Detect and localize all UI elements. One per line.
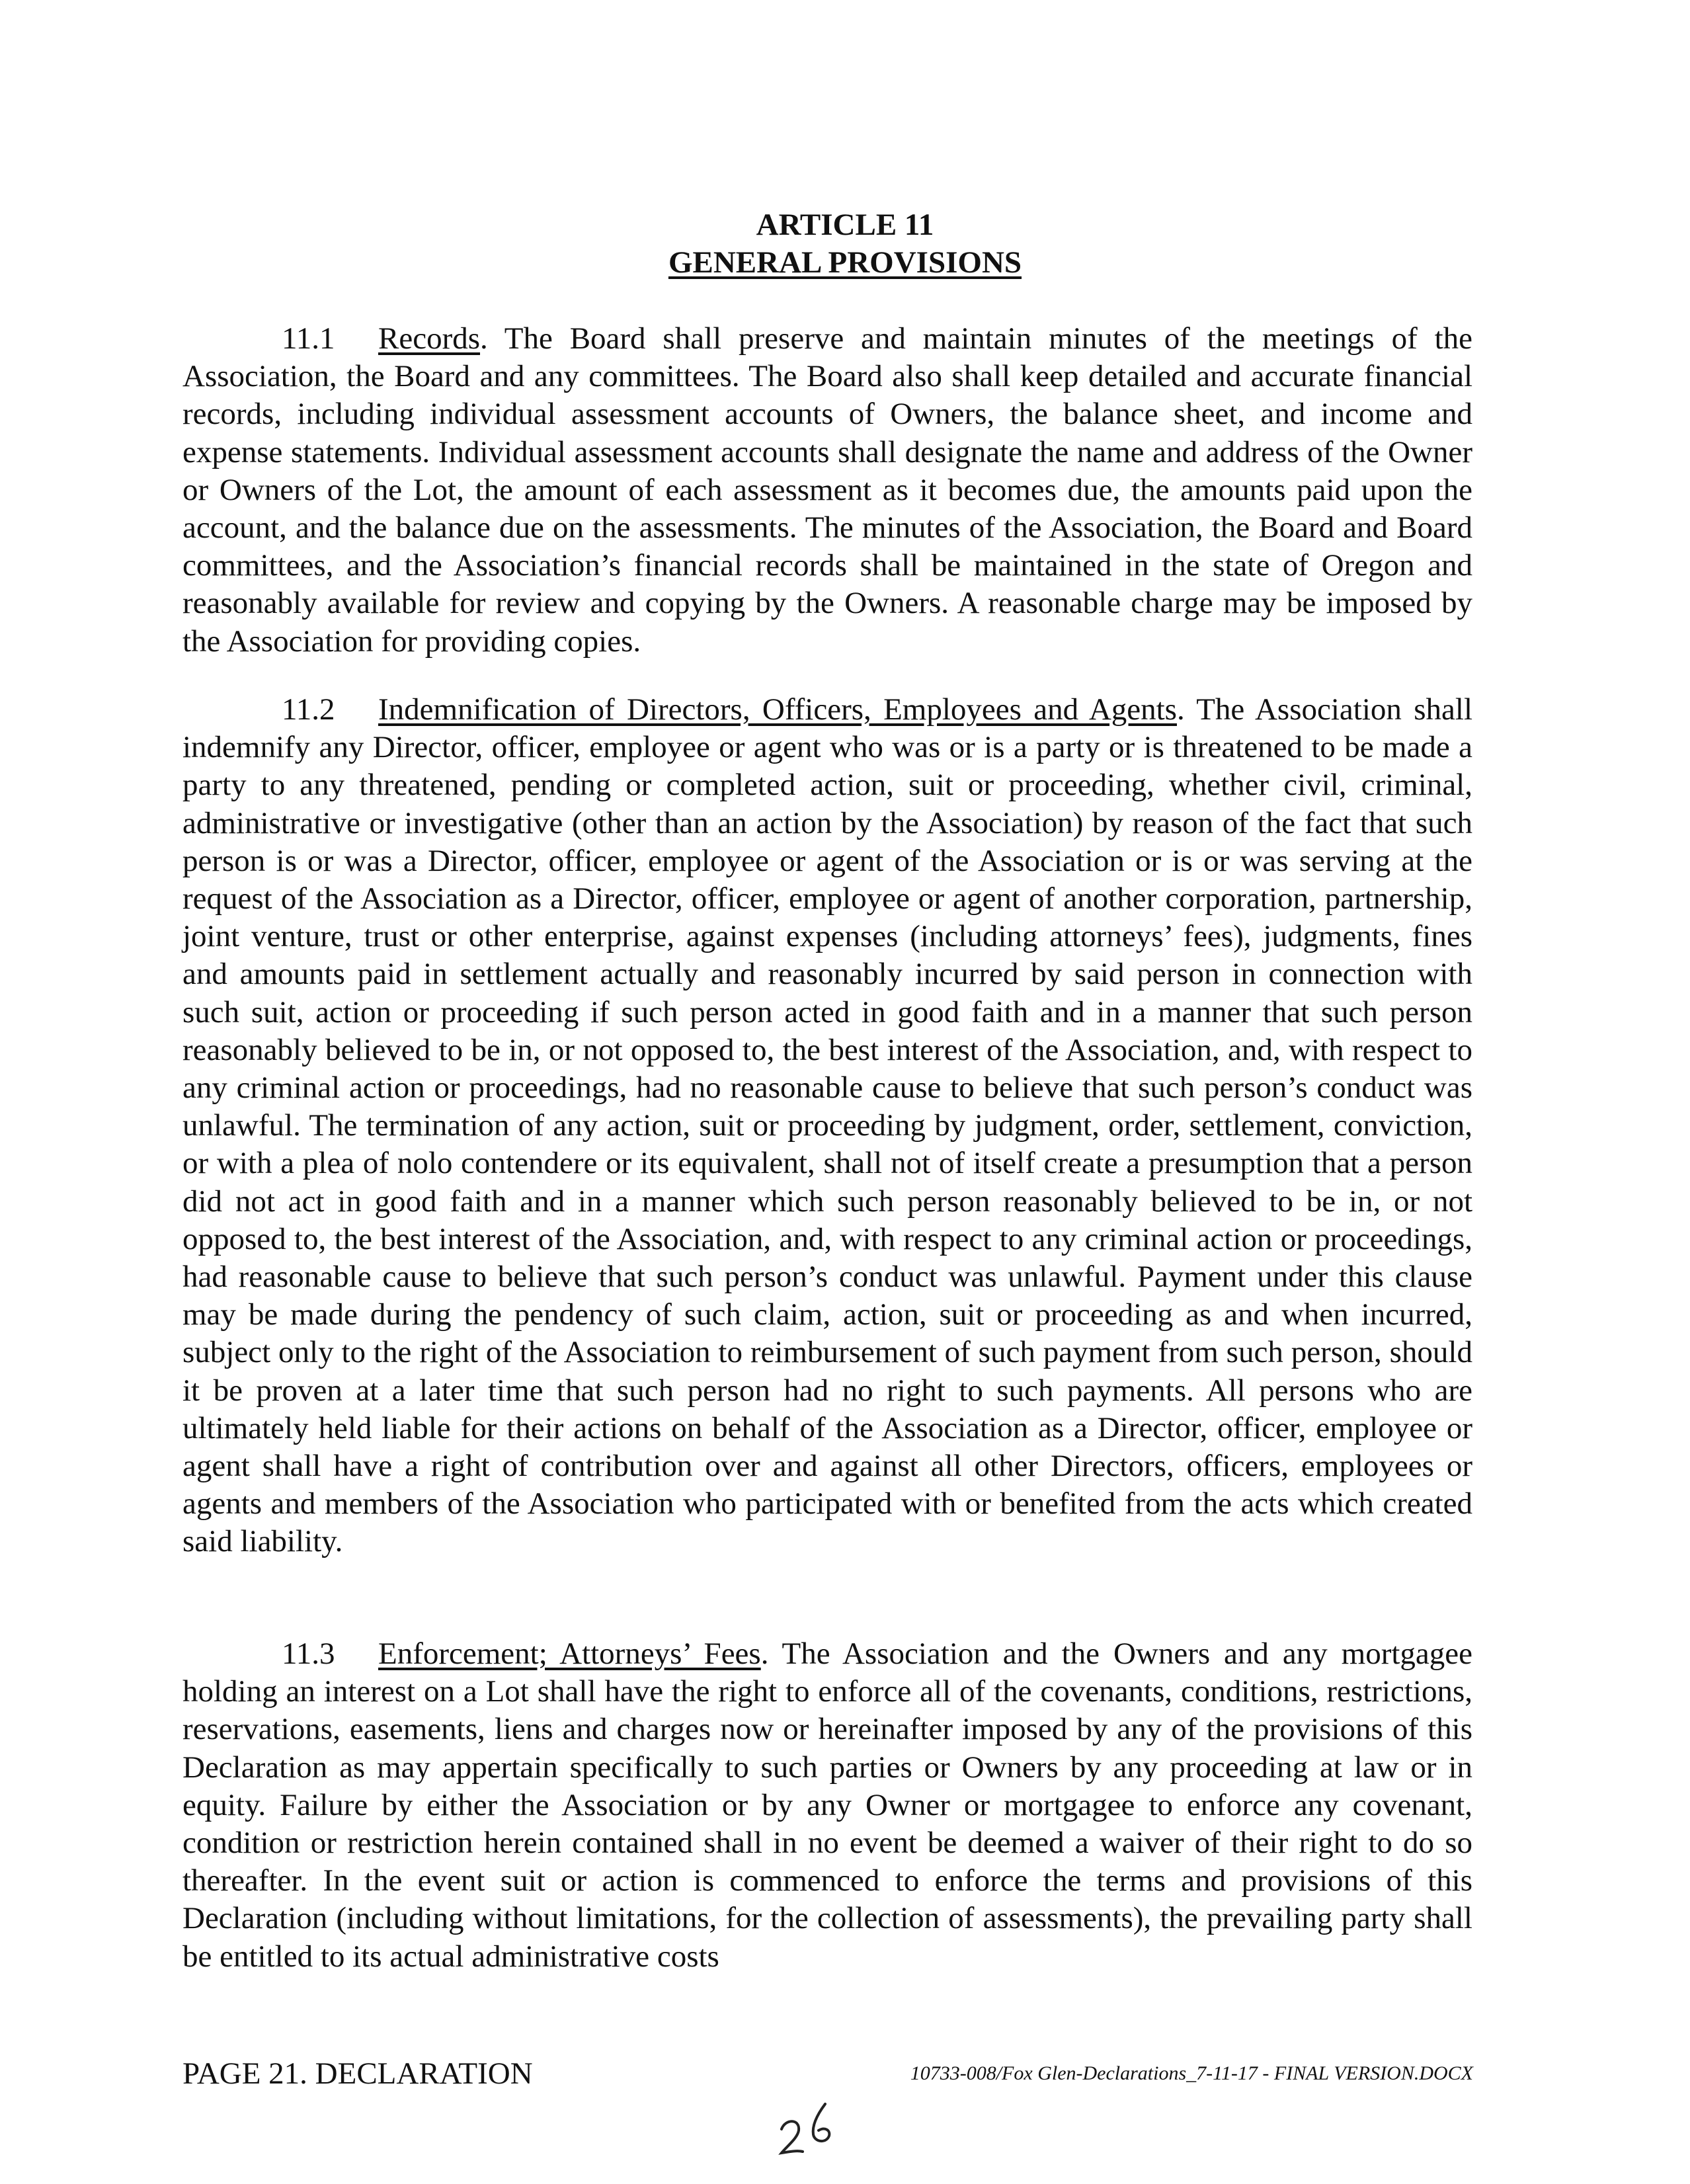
section-11-2 bbox=[182, 691, 1472, 1561]
section-body: . The Association and the Owners and any mortgagee holding an interest on a Lot shall have the right to enforce all of the covenants, conditions, restrictions, reservations, easements, liens and charges now or hereinafter imposed by any of the provisions of this Declaration as may appertain specifically to such parties or Owners by any proceeding at law or in equity. Failure by either the Association or by any Owner or mortgagee to enforce any covenant, condition or restriction herein contained shall in no event be deemed a waiver of their right to do so thereafter. In the event suit or action is commenced to enforce the terms and provisions of this Declaration (including without limitations, for the collection of assessments), the prevailing party shall be entitled to its actual administrative costs bbox=[182, 1637, 1472, 1974]
section-title: Records bbox=[378, 321, 481, 356]
footer-page-label: PAGE 21. DECLARATION bbox=[182, 2056, 533, 2091]
section-body: . The Association shall indemnify any Director, officer, employee or agent who was or is a party or is threatened to be made a party to any threatened, pending or completed action, suit or proceeding, whether civil, criminal, administrative or investigative (other than an action by the Association) by reason of the fact that such person is or was a Director, officer, employee or agent of the Association or is or was serving at the request of the Association as a Director, officer, employee or agent of another corporation, partnership, joint venture, trust or other enterprise, against expenses (including attorneys’ fees), judgments, fines and amounts paid in settlement actually and reasonably incurred by said person in connection with such suit, action or proceeding if such person acted in good faith and in a manner that such person reasonably believed to be in, or not opposed to, the best interest of the Association, and, with respect to any criminal action or proceedings, had no reasonable cause to believe that such person’s conduct was unlawful. The termination of any action, suit or proceeding by judgment, order, settlement, conviction, or with a plea of nolo contendere or its equivalent, shall not of itself create a presumption that a person did not act in good faith and in a manner which such person reasonably believed to be in, or not opposed to, the best interest of the Association, and, with respect to any criminal action or proceedings, had reasonable cause to believe that such person’s conduct was unlawful. Payment under this clause may be made during the pendency of such claim, action, suit or proceeding as and when incurred, subject only to the right of the Association to reimbursement of such payment from such person, should it be proven at a later time that such person had no right to such payments. All persons who are ultimately held liable for their actions on behalf of the Association as a Director, officer, employee or agent shall have a right of contribution over and against all other Directors, officers, employees or agents and members of the Association who participated with or benefited from the acts which created said liability. bbox=[182, 692, 1472, 1559]
section-body: . The Board shall preserve and maintain minutes of the meetings of the Association, the Board and any committees. The Board also shall keep detailed and accurate financial records, including individual assessment accounts of Owners, the balance sheet, and income and expense statements. Individual assessment accounts shall designate the name and address of the Owner or Owners of the Lot, the amount of each assessment as it becomes due, the amounts paid upon the account, and the balance due on the assessments. The minutes of the Association, the Board and Board committees, and the Association’s financial records shall be maintained in the state of Oregon and reasonably available for review and copying by the Owners. A reasonable charge may be imposed by the Association for providing copies. bbox=[182, 321, 1472, 659]
handwritten-page-mark bbox=[774, 2095, 846, 2161]
section-title: Enforcement; Attorneys’ Fees bbox=[378, 1637, 761, 1671]
article-title-wrap bbox=[0, 244, 1690, 281]
section-number: 11.2 bbox=[282, 692, 335, 727]
section-number: 11.3 bbox=[282, 1637, 335, 1671]
footer-file-name: 10733-008/Fox Glen-Declarations_7-11-17 - FINAL VERSION.DOCX bbox=[910, 2062, 1473, 2084]
section-11-1 bbox=[182, 320, 1472, 661]
section-number: 11.1 bbox=[282, 321, 335, 356]
section-11-3 bbox=[182, 1635, 1472, 1976]
article-title: GENERAL PROVISIONS bbox=[668, 245, 1022, 280]
article-number: ARTICLE 11 bbox=[756, 208, 934, 242]
section-title: Indemnification of Directors, Officers, Employees and Agents bbox=[378, 692, 1177, 727]
